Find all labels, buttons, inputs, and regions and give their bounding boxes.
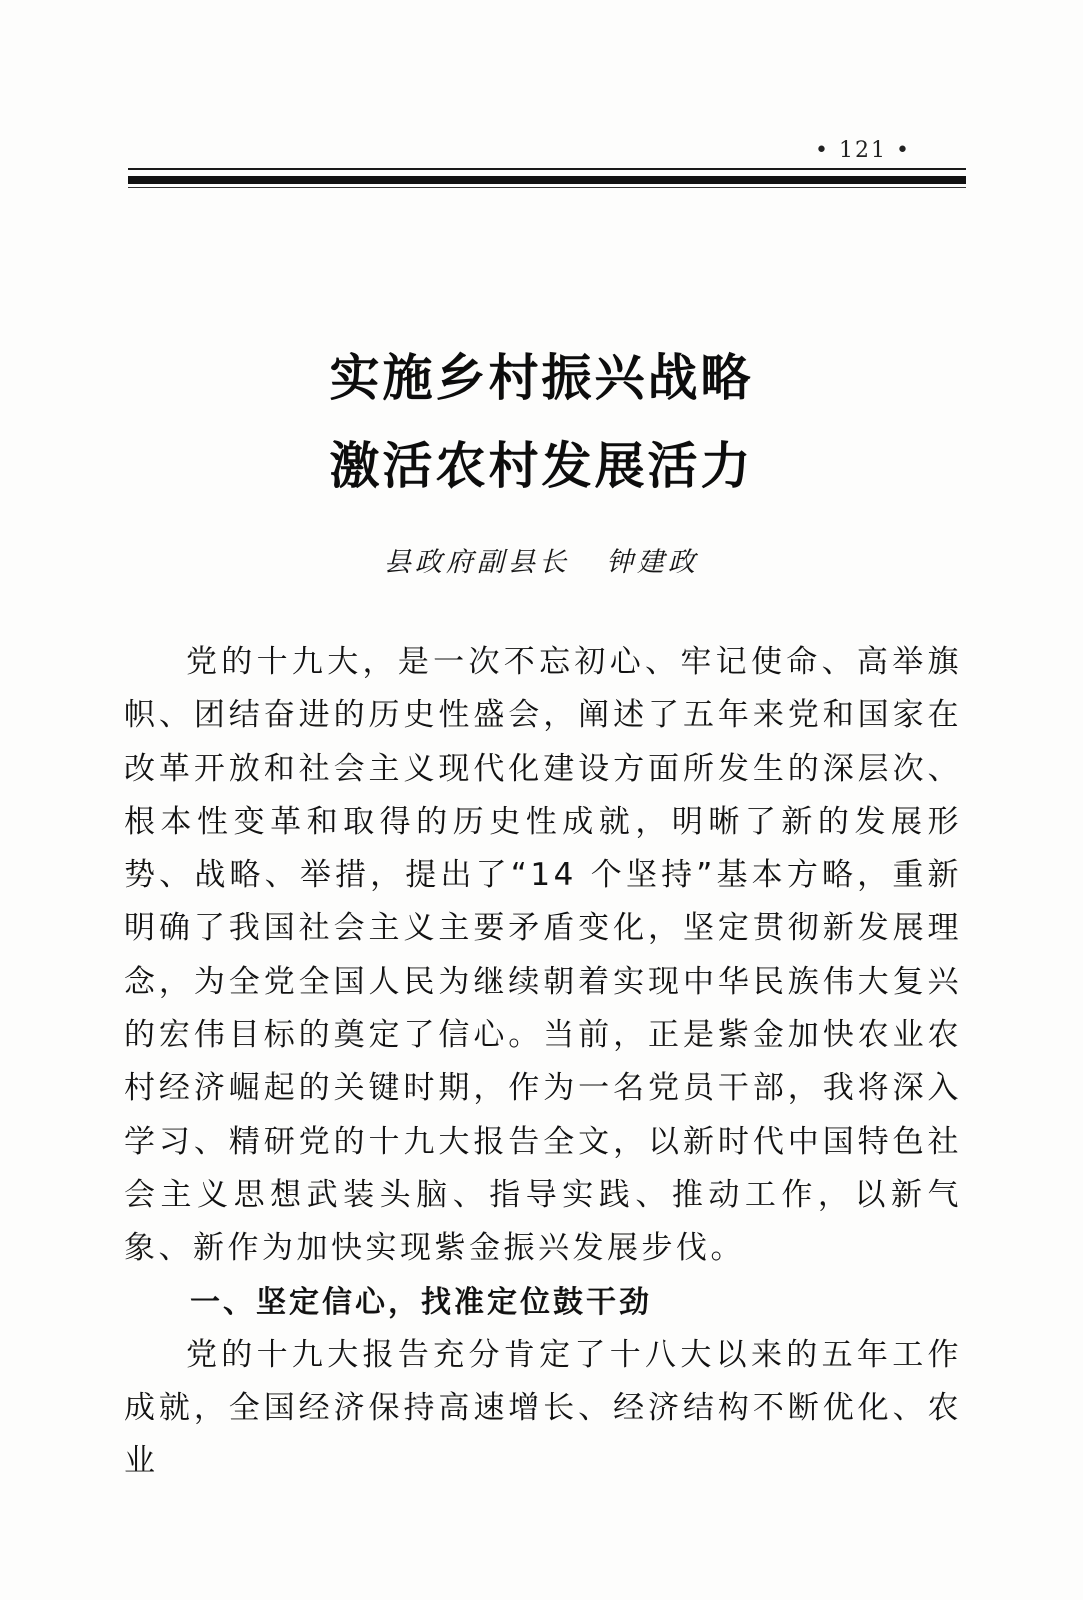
article-body [124, 636, 962, 1489]
author-name: 钟建政 [606, 547, 699, 578]
section-heading-1: 一、坚定信心，找准定位鼓干劲 [190, 1284, 652, 1320]
header-rule-thin [128, 168, 966, 170]
header-rule-thick [128, 176, 966, 184]
author-byline [0, 540, 1083, 579]
article-title-line-1: 实施乡村振兴战略 [329, 348, 754, 407]
page-number: • 121 • [815, 138, 911, 163]
header-rule-bottom [128, 187, 966, 188]
body-paragraph-1: 党的十九大，是一次不忘初心、牢记使命、高举旗帜、团结奋进的历史性盛会，阐述了五年来党和国家在改革开放和社会主义现代化建设方面所发生的深层次、根本性变革和取得的历史性成就，明晰了新的发展形势、战略、举措，提出了“14 个坚持”基本方略，重新明确了我国社会主义主要矛盾变化，坚定贯彻新发展理念，为全党全国人民为继续朝着实现中华民族伟大复兴的宏伟目标的奠定了信心。当前，正是紫金加快农业农村经济崛起的关键时期，作为一名党员干部，我将深入学习、精研党的十九大报告全文，以新时代中国特色社会主义思想武装头脑、指导实践、推动工作，以新气象、新作为加快实现紫金振兴发展步伐。 [124, 644, 962, 1267]
body-paragraph-2: 党的十九大报告充分肯定了十八大以来的五年工作成就，全国经济保持高速增长、经济结构不断优化、农业 [124, 1336, 962, 1480]
article-title-line-2: 激活农村发展活力 [329, 436, 754, 495]
author-role: 县政府副县长 [384, 547, 570, 578]
